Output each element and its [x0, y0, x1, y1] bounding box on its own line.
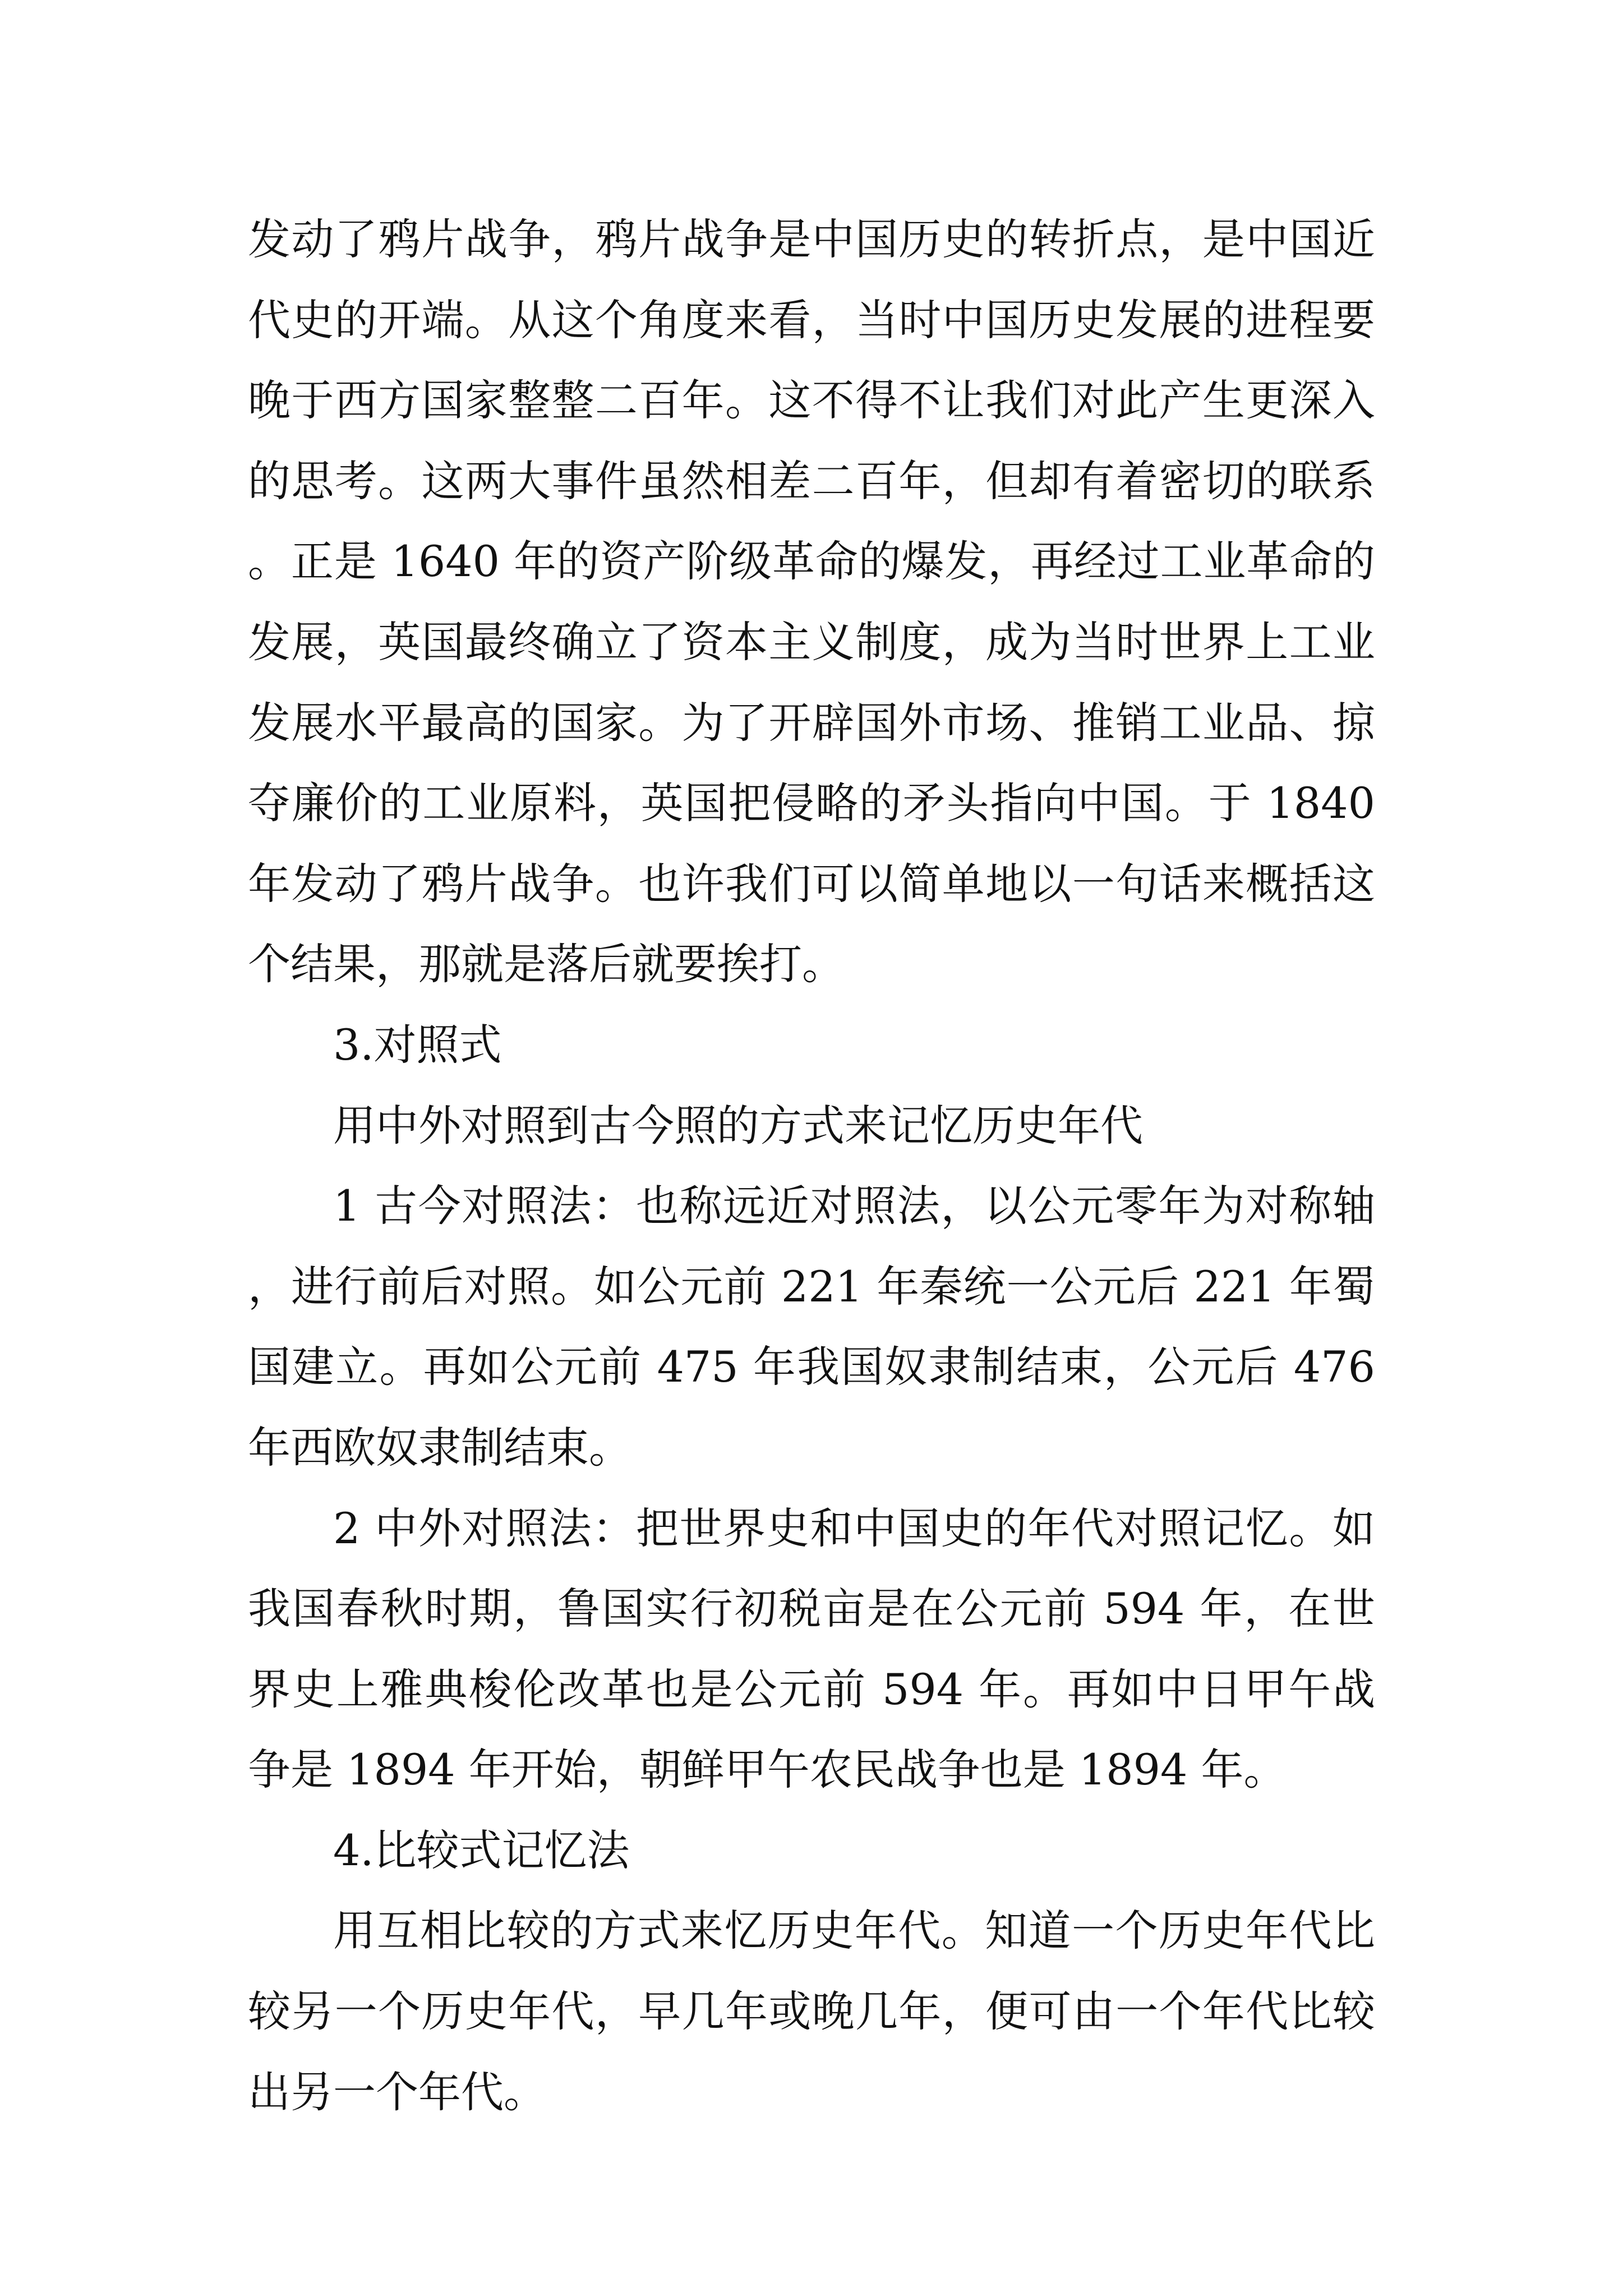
section-heading-contrast: 3.对照式 — [333, 1019, 502, 1070]
paragraph-ancient-modern-contrast: 1 古今对照法：也称远近对照法，以公元零年为对称轴，进行前后对照。如公元前 221 年秦统一公元后 221 年蜀国建立。再如公元前 475 年我国奴隶制结束，公元后 476 年西欧奴隶制结束。 — [248, 1181, 1375, 1473]
paragraph-contrast-intro: 用中外对照到古今照的方式来记忆历史年代 — [333, 1100, 1143, 1151]
paragraph-china-world-contrast: 2 中外对照法：把世界史和中国史的年代对照记忆。如我国春秋时期，鲁国实行初税亩是在公元前 594 年，在世界史上雅典梭伦改革也是公元前 594 年。再如中日甲午战争是 1894 年开始，朝鲜甲午农民战争也是 1894 年。 — [248, 1503, 1375, 1795]
paragraph-opium-war: 发动了鸦片战争，鸦片战争是中国历史的转折点，是中国近代史的开端。从这个角度来看，当时中国历史发展的进程要晚于西方国家整整二百年。这不得不让我们对此产生更深入的思考。这两大事件虽然相差二百年，但却有着密切的联系。正是 1640 年的资产阶级革命的爆发，再经过工业革命的发展，英国最终确立了资本主义制度，成为当时世界上工业发展水平最高的国家。为了开辟国外市场、推销工业品、掠夺廉价的工业原料，英国把侵略的矛头指向中国。于 1840 年发动了鸦片战争。也许我们可以简单地以一句话来概括这个结果，那就是落后就要挨打。 — [248, 214, 1375, 990]
section-heading-comparison: 4.比较式记忆法 — [333, 1825, 630, 1875]
document-body — [248, 199, 1375, 2132]
paragraph-comparison-method: 用互相比较的方式来忆历史年代。知道一个历史年代比较另一个历史年代，早几年或晚几年，便可由一个年代比较出另一个年代。 — [248, 1906, 1375, 2117]
